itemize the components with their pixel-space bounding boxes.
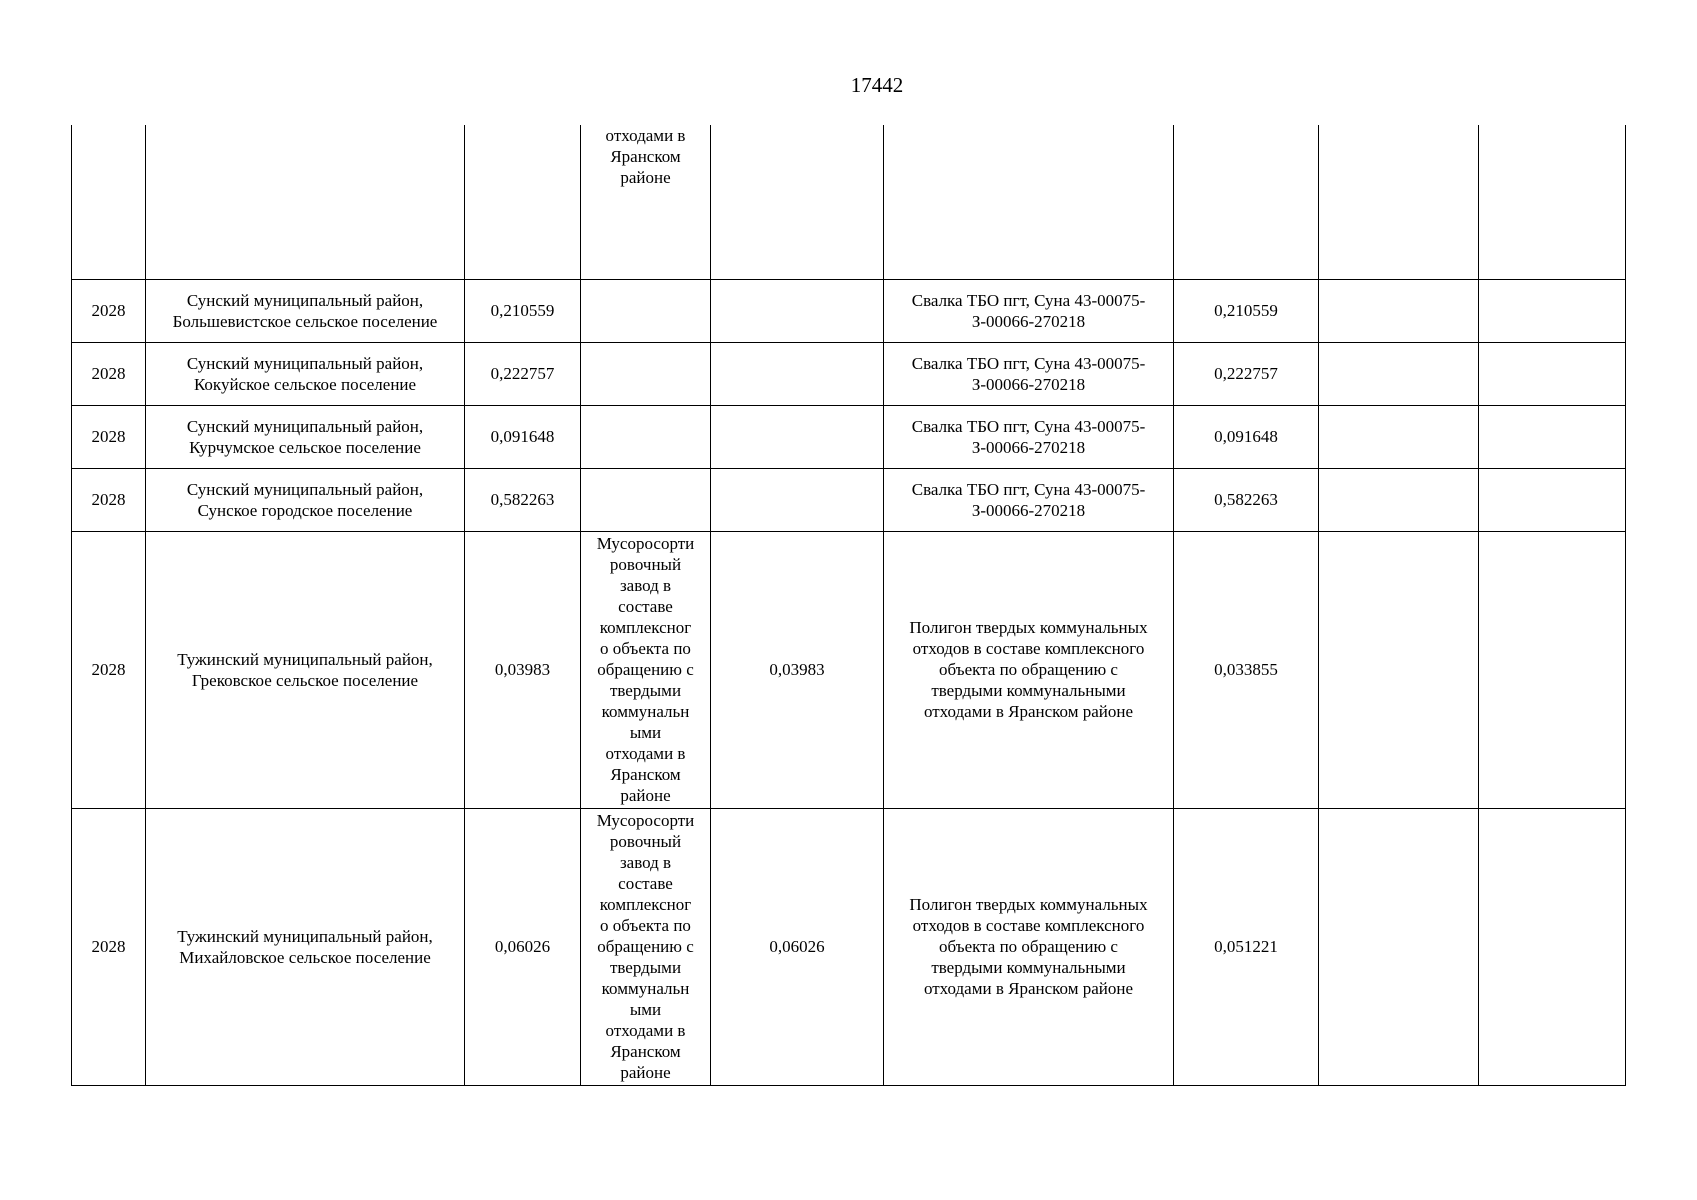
cell-municipality: Сунский муниципальный район, Курчумское сельское поселение	[146, 405, 465, 468]
table-row	[72, 405, 1626, 468]
cell-disposal-volume: 0,582263	[1174, 468, 1319, 531]
cell-processing-facility	[581, 468, 711, 531]
cell-disposal-volume: 0,051221	[1174, 808, 1319, 1085]
cell-empty	[1319, 405, 1479, 468]
cell-empty	[1479, 808, 1626, 1085]
cell-empty	[465, 125, 581, 279]
cell-empty	[1319, 468, 1479, 531]
cell-volume: 0,091648	[465, 405, 581, 468]
cell-year: 2028	[72, 405, 146, 468]
cell-disposal-volume: 0,222757	[1174, 342, 1319, 405]
cell-processing-facility: Мусоросорти ровочный завод в составе комплексног о объекта по обращению с твердыми коммунальн ыми отходами в Яранском районе	[581, 531, 711, 808]
cell-empty	[884, 125, 1174, 279]
cell-empty	[1319, 808, 1479, 1085]
cell-processing-volume	[711, 279, 884, 342]
cell-empty	[1319, 531, 1479, 808]
cell-disposal-facility: Свалка ТБО пгт, Суна 43-00075- З-00066-270218	[884, 405, 1174, 468]
cell-empty	[1319, 279, 1479, 342]
cell-empty	[72, 125, 146, 279]
cell-municipality: Сунский муниципальный район, Сунское городское поселение	[146, 468, 465, 531]
cell-processing-facility	[581, 279, 711, 342]
cell-year: 2028	[72, 808, 146, 1085]
cell-empty	[1174, 125, 1319, 279]
cell-empty	[1479, 468, 1626, 531]
cell-volume: 0,582263	[465, 468, 581, 531]
cell-processing-volume	[711, 468, 884, 531]
cell-empty	[711, 125, 884, 279]
table-row	[72, 531, 1626, 808]
cell-volume: 0,03983	[465, 531, 581, 808]
cell-disposal-facility: Полигон твердых коммунальных отходов в составе комплексного объекта по обращению с твердыми коммунальными отходами в Яранском районе	[884, 808, 1174, 1085]
cell-disposal-facility: Свалка ТБО пгт, Суна 43-00075- З-00066-270218	[884, 468, 1174, 531]
cell-processing-volume: 0,03983	[711, 531, 884, 808]
cell-processing-volume	[711, 342, 884, 405]
cell-disposal-volume: 0,091648	[1174, 405, 1319, 468]
cell-year: 2028	[72, 468, 146, 531]
cell-year: 2028	[72, 531, 146, 808]
cell-municipality: Тужинский муниципальный район, Грековское сельское поселение	[146, 531, 465, 808]
cell-processing-facility: Мусоросорти ровочный завод в составе комплексног о объекта по обращению с твердыми коммунальн ыми отходами в Яранском районе	[581, 808, 711, 1085]
cell-disposal-facility: Свалка ТБО пгт, Суна 43-00075- З-00066-270218	[884, 342, 1174, 405]
cell-year: 2028	[72, 279, 146, 342]
cell-processing-facility	[581, 342, 711, 405]
cell-empty	[1479, 125, 1626, 279]
cell-volume: 0,06026	[465, 808, 581, 1085]
cell-municipality: Сунский муниципальный район, Большевистское сельское поселение	[146, 279, 465, 342]
cell-empty	[146, 125, 465, 279]
cell-disposal-facility: Свалка ТБО пгт, Суна 43-00075- З-00066-270218	[884, 279, 1174, 342]
cell-disposal-facility: Полигон твердых коммунальных отходов в составе комплексного объекта по обращению с твердыми коммунальными отходами в Яранском районе	[884, 531, 1174, 808]
cell-empty	[1319, 125, 1479, 279]
cell-empty	[1479, 342, 1626, 405]
waste-flow-table	[71, 125, 1626, 1086]
cell-processing-facility	[581, 405, 711, 468]
cell-year: 2028	[72, 342, 146, 405]
table-row	[72, 342, 1626, 405]
cell-disposal-volume: 0,033855	[1174, 531, 1319, 808]
cell-processing-facility: отходами в Яранском районе	[581, 125, 711, 279]
cell-processing-volume	[711, 405, 884, 468]
table-row	[72, 808, 1626, 1085]
cell-empty	[1479, 531, 1626, 808]
cell-municipality: Тужинский муниципальный район, Михайловское сельское поселение	[146, 808, 465, 1085]
cell-empty	[1479, 405, 1626, 468]
table-row-continuation	[72, 125, 1626, 279]
cell-municipality: Сунский муниципальный район, Кокуйское сельское поселение	[146, 342, 465, 405]
cell-processing-volume: 0,06026	[711, 808, 884, 1085]
cell-volume: 0,222757	[465, 342, 581, 405]
table-row	[72, 279, 1626, 342]
cell-empty	[1479, 279, 1626, 342]
cell-empty	[1319, 342, 1479, 405]
page-number: 17442	[850, 73, 904, 97]
cell-volume: 0,210559	[465, 279, 581, 342]
table-row	[72, 468, 1626, 531]
cell-disposal-volume: 0,210559	[1174, 279, 1319, 342]
